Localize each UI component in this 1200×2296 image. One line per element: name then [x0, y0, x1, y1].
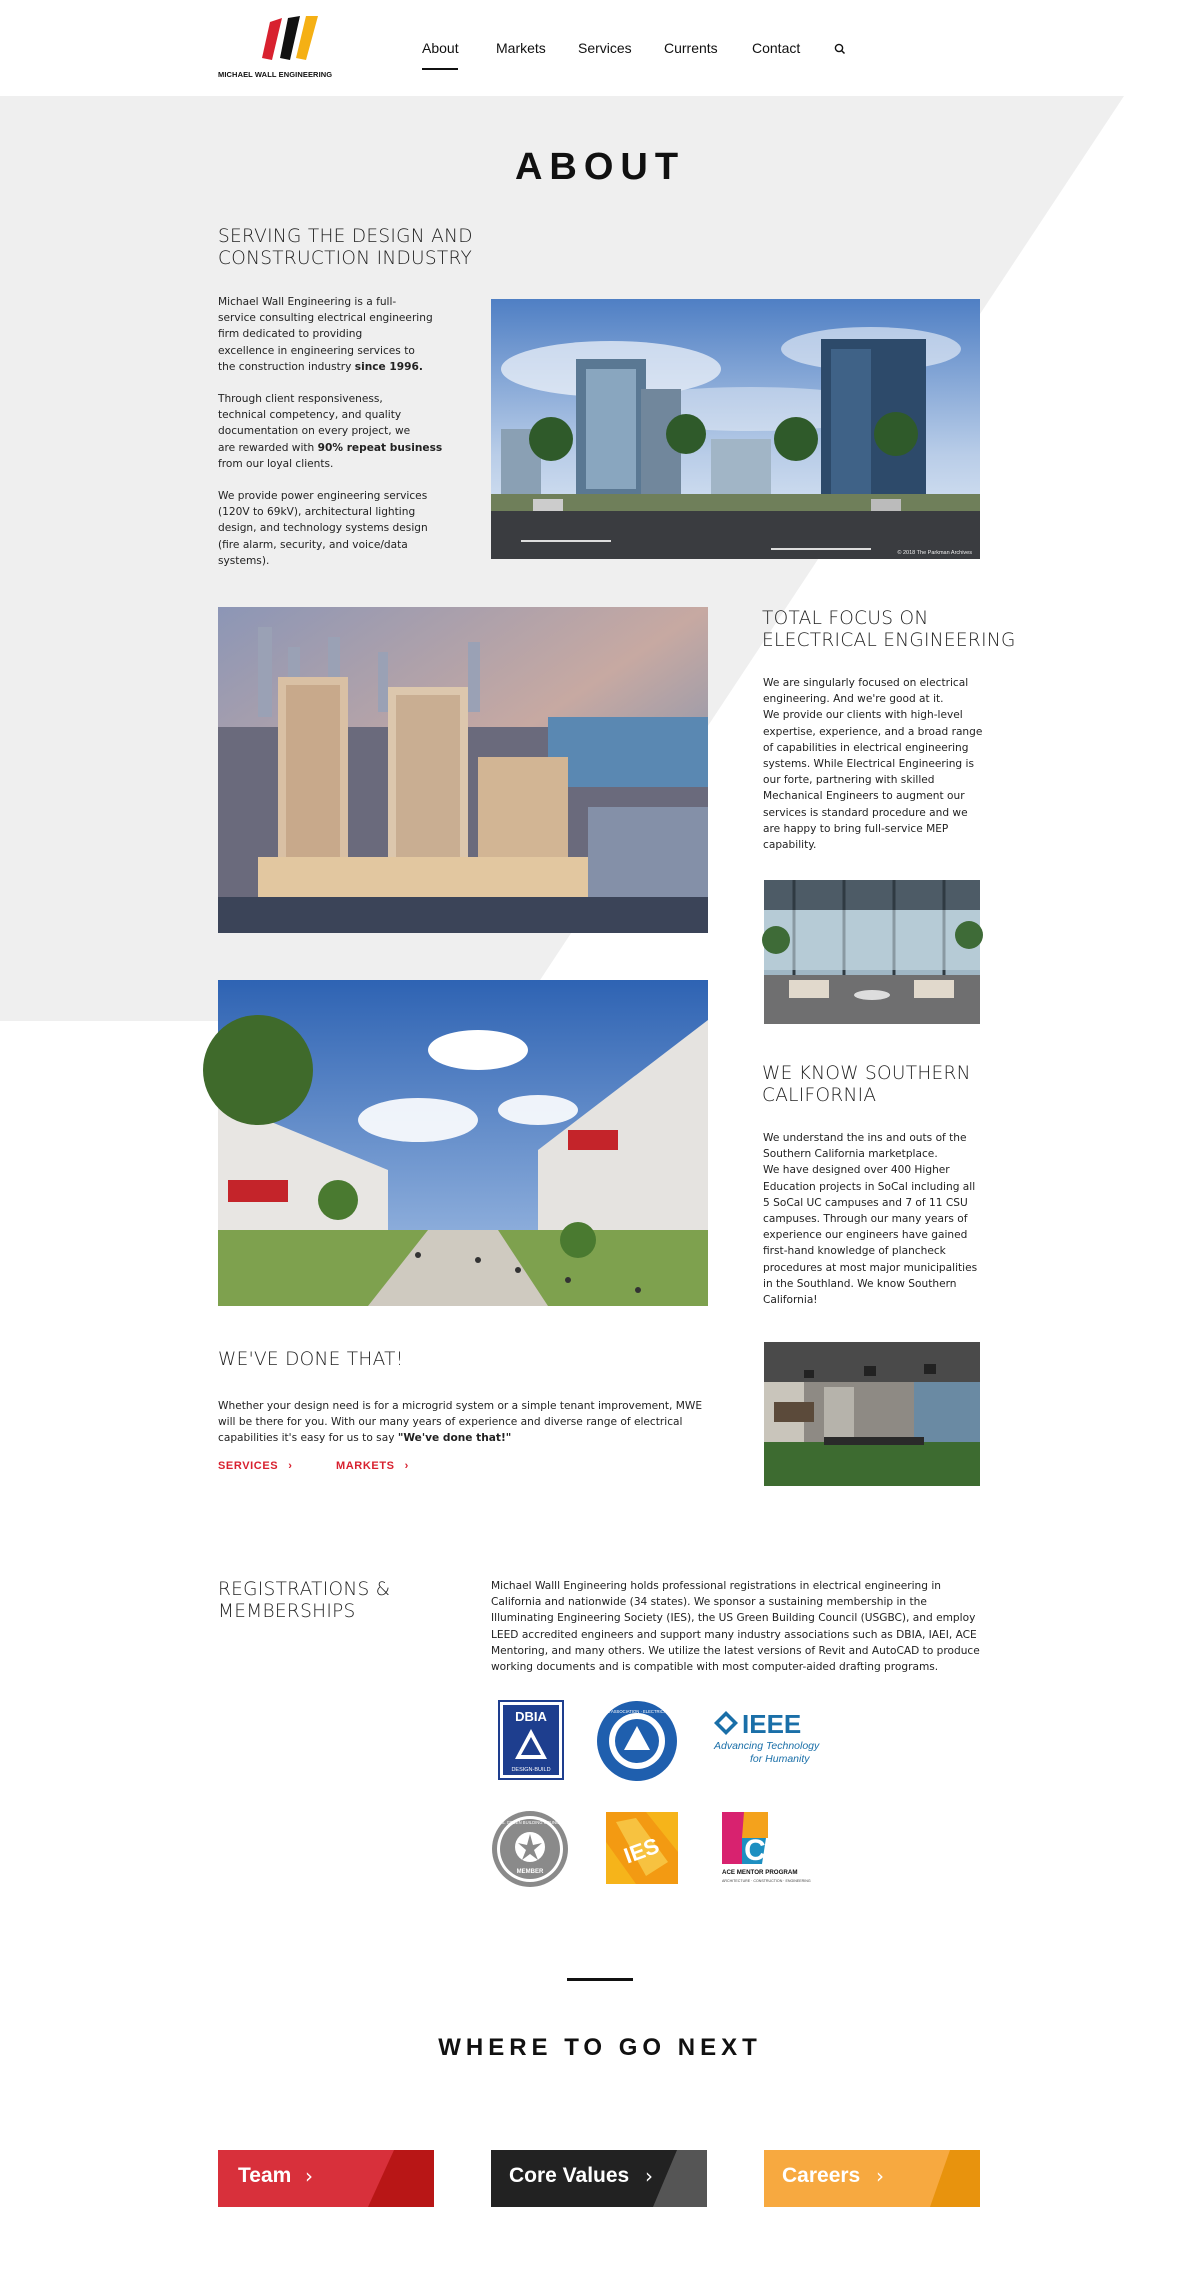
dbia-logo: [499, 1701, 563, 1779]
section-divider: [567, 1978, 633, 1981]
ace-mentor-logo: [720, 1808, 832, 1890]
iaei-logo: [577, 1700, 697, 1782]
iaei-text: INTERNATIONAL ASSOCIATION · ELECTRICAL INSPECTORS: [577, 1709, 697, 1714]
focus-text: We are singularly focused on electrical engineering. And we're good at it. We provide our clients with high-level expertise, experience, and a broad range of capabilities in electrical engineering systems. While Electrical Engineering is our forte, partnering with skilled Mechanical Engineers to augment our services is standard procedure and we are happy to bring full-service MEP capability.: [763, 677, 983, 852]
ies-text: IES: [620, 1832, 663, 1869]
careers-button[interactable]: Careers ›: [764, 2150, 980, 2207]
team-button[interactable]: Team ›: [218, 2150, 434, 2207]
page-title: ABOUT: [514, 146, 686, 188]
city-street-photo: [491, 299, 980, 559]
office-interior-photo: [764, 1342, 980, 1486]
done-text: Whether your design need is for a microgrid system or a simple tenant improvement, MWE will be there for you. With our many years of experience and diverse range of electrical capabilities it's easy for us to say "We've done that!": [218, 1400, 703, 1445]
registrations-text: Michael Walll Engineering holds professional registrations in electrical engineering in California and nationwide (34 states). We sponsor a sustaining membership in the Illuminating Engineering Society (IES), the US Green Building Council (USGBC), and employ LEED accredited engineers and support many industry associations such as DBIA, IAEI, ACE Mentoring, and many others. We utilize the latest versions of Revit and AutoCAD to produce working documents and is compatible with most computer-aided drafting programs.: [491, 1580, 980, 1674]
core-values-button[interactable]: Core Values ›: [491, 2150, 707, 2207]
search-icon[interactable]: [834, 42, 846, 58]
site-header: [0, 0, 1200, 96]
logo[interactable]: [218, 14, 348, 80]
ieee-tagline-1: Advancing Technology: [714, 1740, 820, 1752]
chevron-right-icon: ›: [876, 2164, 884, 2188]
usgbc-member-text: MEMBER: [516, 1869, 544, 1875]
socal-text: We understand the ins and outs of the Southern California marketplace. We have designed over 400 Higher Education projects in SoCal including all 5 SoCal UC campuses and 7 of 11 CSU campuses. Through our many years of experience our engineers have gained first-hand knowledge of plancheck procedures at most major municipalities in the Southland. We know Southern California!: [763, 1132, 978, 1307]
nav-item-contact[interactable]: Contact: [752, 40, 801, 56]
markets-link[interactable]: MARKETS ›: [336, 1460, 409, 1472]
ace-sub-text: ARCHITECTURE · CONSTRUCTION · ENGINEERING: [722, 1879, 811, 1883]
svg-text:C: C: [744, 1834, 766, 1867]
photo-credit: © 2018 The Parkman Archives: [897, 550, 972, 556]
nav-item-markets[interactable]: Markets: [496, 40, 546, 56]
nav-item-about[interactable]: About: [422, 40, 459, 56]
serving-text: Michael Wall Engineering is a full- service consulting electrical engineering firm dedicated to providing excellence in engineering services to the construction industry since 1996. Through client responsiveness, technical competency, and quality documentation on every project, we are rewarded with 90% repeat business from our loyal clients. We provide power engineering services (120V to 69kV), architectural lighting design, and technology systems design (fire alarm, security, and voice/data systems).: [218, 296, 443, 567]
nav-item-services[interactable]: Services: [578, 40, 632, 56]
done-heading: WE'VE DONE THAT!: [218, 1349, 404, 1370]
services-link[interactable]: SERVICES ›: [218, 1460, 293, 1472]
socal-heading: WE KNOW SOUTHERN CALIFORNIA: [762, 1063, 971, 1106]
nav-item-currents[interactable]: Currents: [664, 40, 718, 56]
ace-text: ACE MENTOR PROGRAM: [722, 1869, 798, 1876]
dbia-sub-text: DESIGN-BUILD: [511, 1767, 551, 1773]
chevron-right-icon: ›: [645, 2164, 653, 2188]
ieee-text: IEEE: [742, 1709, 802, 1739]
chevron-right-icon: ›: [288, 1460, 293, 1472]
campus-rendering-photo: [218, 980, 708, 1306]
logo-mark-icon: [218, 14, 348, 64]
ies-logo: [606, 1812, 678, 1884]
aerial-rendering-photo: [218, 607, 708, 933]
usgbc-text: U.S. GREEN BUILDING COUNCIL: [497, 1820, 563, 1825]
chevron-right-icon: ›: [305, 2164, 313, 2188]
where-next-heading: WHERE TO GO NEXT: [438, 2034, 762, 2061]
logo-text: MICHAEL WALL ENGINEERING: [218, 70, 333, 79]
usgbc-member-logo: [490, 1809, 570, 1889]
serving-heading: SERVING THE DESIGN AND CONSTRUCTION INDUSTRY: [218, 226, 473, 269]
ieee-tagline-2: for Humanity: [750, 1753, 810, 1765]
chevron-right-icon: ›: [404, 1460, 409, 1472]
dbia-text: DBIA: [515, 1709, 547, 1724]
lobby-photo: [764, 880, 980, 1024]
registrations-heading: REGISTRATIONS & MEMBERSHIPS: [218, 1579, 391, 1622]
nav-active-indicator: [422, 68, 458, 70]
focus-heading: TOTAL FOCUS ON ELECTRICAL ENGINEERING: [762, 608, 1016, 651]
ieee-logo: [712, 1705, 824, 1773]
